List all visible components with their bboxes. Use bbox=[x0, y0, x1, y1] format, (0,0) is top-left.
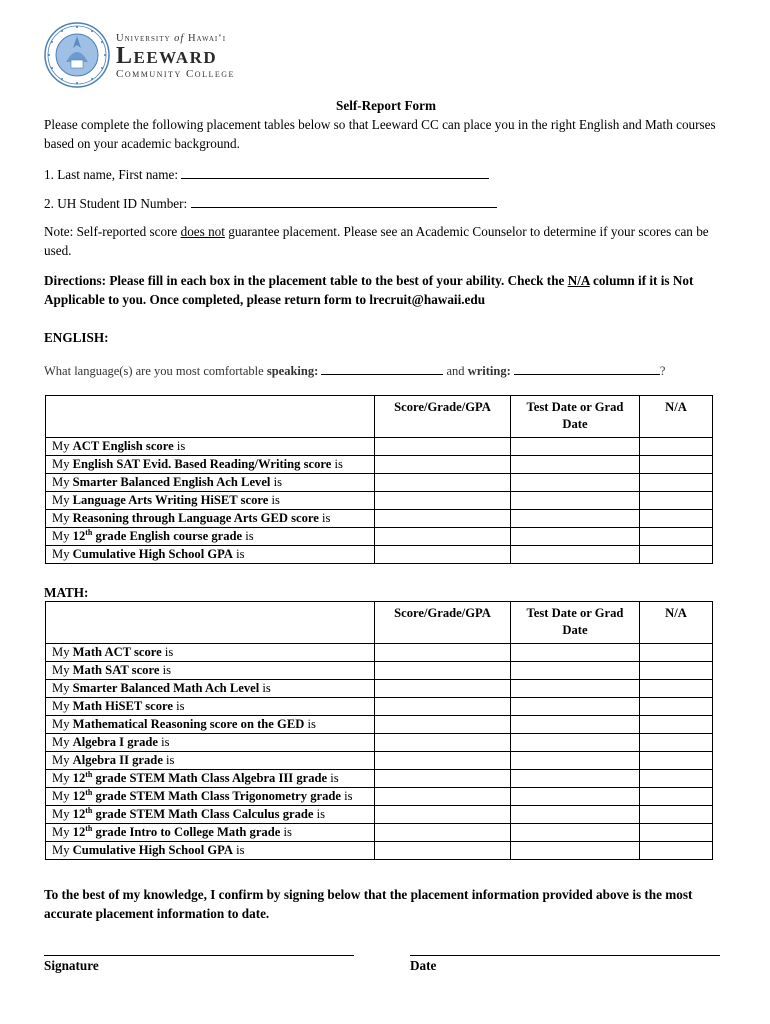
math-table-header bbox=[46, 602, 713, 644]
score-cell[interactable] bbox=[375, 770, 511, 788]
college-subtitle: Community College bbox=[116, 67, 235, 80]
score-cell[interactable] bbox=[375, 456, 511, 474]
english-heading: ENGLISH: bbox=[44, 330, 109, 345]
na-cell[interactable] bbox=[640, 456, 713, 474]
college-logo bbox=[44, 20, 235, 90]
table-row bbox=[46, 510, 713, 528]
table-row bbox=[46, 770, 713, 788]
score-cell[interactable] bbox=[375, 788, 511, 806]
row-label: My 12th grade English course grade is bbox=[46, 528, 375, 546]
na-cell[interactable] bbox=[640, 438, 713, 456]
row-label: My 12th grade Intro to College Math grade is bbox=[46, 824, 375, 842]
test-date-cell[interactable] bbox=[511, 770, 640, 788]
na-cell[interactable] bbox=[640, 806, 713, 824]
test-date-cell[interactable] bbox=[511, 492, 640, 510]
confirmation-statement: To the best of my knowledge, I confirm by signing below that the placement information provided above is the most accurate placement information to date. bbox=[44, 887, 693, 921]
speaking-language-field[interactable] bbox=[321, 360, 443, 375]
score-cell[interactable] bbox=[375, 680, 511, 698]
col-na-header: N/A bbox=[640, 396, 713, 438]
language-question: What language(s) are you most comfortable speaking: and writing: ? bbox=[44, 360, 728, 381]
score-cell[interactable] bbox=[375, 752, 511, 770]
university-name: University of Hawaiʻi bbox=[116, 32, 227, 44]
score-cell[interactable] bbox=[375, 842, 511, 860]
score-cell[interactable] bbox=[375, 528, 511, 546]
row-label: My 12th grade STEM Math Class Algebra III grade is bbox=[46, 770, 375, 788]
university-seal-icon bbox=[44, 22, 110, 88]
english-placement-table bbox=[45, 395, 713, 564]
score-cell[interactable] bbox=[375, 492, 511, 510]
row-label: My Cumulative High School GPA is bbox=[46, 546, 375, 564]
table-row bbox=[46, 546, 713, 564]
college-name: Leeward bbox=[116, 42, 218, 69]
table-row bbox=[46, 438, 713, 456]
form-intro: Please complete the following placement tables below so that Leeward CC can place you in the right English and Math courses based on your academic background. bbox=[44, 117, 716, 151]
row-label: My 12th grade STEM Math Class Trigonometry grade is bbox=[46, 788, 375, 806]
row-label: My Smarter Balanced Math Ach Level is bbox=[46, 680, 375, 698]
na-cell[interactable] bbox=[640, 734, 713, 752]
na-cell[interactable] bbox=[640, 546, 713, 564]
test-date-cell[interactable] bbox=[511, 806, 640, 824]
test-date-cell[interactable] bbox=[511, 456, 640, 474]
signature-label: Signature bbox=[44, 958, 99, 973]
test-date-cell[interactable] bbox=[511, 680, 640, 698]
test-date-cell[interactable] bbox=[511, 788, 640, 806]
test-date-cell[interactable] bbox=[511, 842, 640, 860]
test-date-cell[interactable] bbox=[511, 734, 640, 752]
score-cell[interactable] bbox=[375, 716, 511, 734]
na-cell[interactable] bbox=[640, 824, 713, 842]
col-date-header: Test Date or Grad Date bbox=[511, 396, 640, 438]
na-cell[interactable] bbox=[640, 662, 713, 680]
row-label: My Algebra II grade is bbox=[46, 752, 375, 770]
table-row bbox=[46, 662, 713, 680]
table-row bbox=[46, 806, 713, 824]
note-text: Note: Self-reported score does not guarantee placement. Please see an Academic Counselor to determine if your scores can be used. bbox=[44, 224, 709, 258]
date-line[interactable] bbox=[410, 955, 720, 956]
score-cell[interactable] bbox=[375, 806, 511, 824]
na-cell[interactable] bbox=[640, 770, 713, 788]
test-date-cell[interactable] bbox=[511, 546, 640, 564]
table-row bbox=[46, 716, 713, 734]
row-label: My Language Arts Writing HiSET score is bbox=[46, 492, 375, 510]
name-field-row bbox=[44, 164, 728, 184]
row-label: My Math SAT score is bbox=[46, 662, 375, 680]
table-row bbox=[46, 752, 713, 770]
score-cell[interactable] bbox=[375, 644, 511, 662]
col-date-header: Test Date or Grad Date bbox=[511, 602, 640, 644]
na-cell[interactable] bbox=[640, 644, 713, 662]
na-cell[interactable] bbox=[640, 698, 713, 716]
test-date-cell[interactable] bbox=[511, 474, 640, 492]
test-date-cell[interactable] bbox=[511, 698, 640, 716]
table-row bbox=[46, 788, 713, 806]
na-cell[interactable] bbox=[640, 510, 713, 528]
table-row bbox=[46, 644, 713, 662]
col-score-header: Score/Grade/GPA bbox=[375, 602, 511, 644]
score-cell[interactable] bbox=[375, 734, 511, 752]
na-cell[interactable] bbox=[640, 680, 713, 698]
score-cell[interactable] bbox=[375, 824, 511, 842]
row-label: My Reasoning through Language Arts GED score is bbox=[46, 510, 375, 528]
na-cell[interactable] bbox=[640, 788, 713, 806]
writing-language-field[interactable] bbox=[514, 360, 660, 375]
test-date-cell[interactable] bbox=[511, 752, 640, 770]
row-label: My Math HiSET score is bbox=[46, 698, 375, 716]
row-label: My English SAT Evid. Based Reading/Writing score is bbox=[46, 456, 375, 474]
test-date-cell[interactable] bbox=[511, 824, 640, 842]
score-cell[interactable] bbox=[375, 662, 511, 680]
table-row bbox=[46, 456, 713, 474]
row-label: My Math ACT score is bbox=[46, 644, 375, 662]
student-id-row bbox=[44, 193, 728, 213]
math-heading: MATH: bbox=[44, 585, 89, 600]
english-table-header bbox=[46, 396, 713, 438]
form-title: Self-Report Form bbox=[336, 98, 436, 113]
name-field-label: 1. Last name, First name: bbox=[44, 167, 179, 182]
test-date-cell[interactable] bbox=[511, 716, 640, 734]
math-placement-table bbox=[45, 601, 713, 860]
score-cell[interactable] bbox=[375, 474, 511, 492]
score-cell[interactable] bbox=[375, 510, 511, 528]
col-na-header: N/A bbox=[640, 602, 713, 644]
test-date-cell[interactable] bbox=[511, 438, 640, 456]
na-cell[interactable] bbox=[640, 492, 713, 510]
row-label: My Cumulative High School GPA is bbox=[46, 842, 375, 860]
row-label: My 12th grade STEM Math Class Calculus grade is bbox=[46, 806, 375, 824]
table-row bbox=[46, 824, 713, 842]
student-id-field[interactable] bbox=[191, 193, 497, 208]
table-row bbox=[46, 680, 713, 698]
name-field[interactable] bbox=[181, 164, 489, 179]
na-cell[interactable] bbox=[640, 528, 713, 546]
na-cell[interactable] bbox=[640, 716, 713, 734]
na-cell[interactable] bbox=[640, 752, 713, 770]
date-label: Date bbox=[410, 958, 437, 973]
student-id-label: 2. UH Student ID Number: bbox=[44, 196, 188, 211]
signature-line[interactable] bbox=[44, 955, 354, 956]
na-cell[interactable] bbox=[640, 842, 713, 860]
row-label: My ACT English score is bbox=[46, 438, 375, 456]
test-date-cell[interactable] bbox=[511, 662, 640, 680]
row-label: My Algebra I grade is bbox=[46, 734, 375, 752]
table-row bbox=[46, 474, 713, 492]
table-row bbox=[46, 492, 713, 510]
table-row bbox=[46, 698, 713, 716]
col-score-header: Score/Grade/GPA bbox=[375, 396, 511, 438]
test-date-cell[interactable] bbox=[511, 528, 640, 546]
row-label: My Mathematical Reasoning score on the GED is bbox=[46, 716, 375, 734]
row-label: My Smarter Balanced English Ach Level is bbox=[46, 474, 375, 492]
table-row bbox=[46, 842, 713, 860]
table-row bbox=[46, 528, 713, 546]
na-cell[interactable] bbox=[640, 474, 713, 492]
score-cell[interactable] bbox=[375, 698, 511, 716]
table-row bbox=[46, 734, 713, 752]
test-date-cell[interactable] bbox=[511, 510, 640, 528]
test-date-cell[interactable] bbox=[511, 644, 640, 662]
score-cell[interactable] bbox=[375, 546, 511, 564]
score-cell[interactable] bbox=[375, 438, 511, 456]
directions-text: Directions: Please fill in each box in the placement table to the best of your ability. Check the N/A column if it is Not Applicable to you. Once completed, please return form to lrecruit@hawaii.edu bbox=[44, 273, 694, 307]
